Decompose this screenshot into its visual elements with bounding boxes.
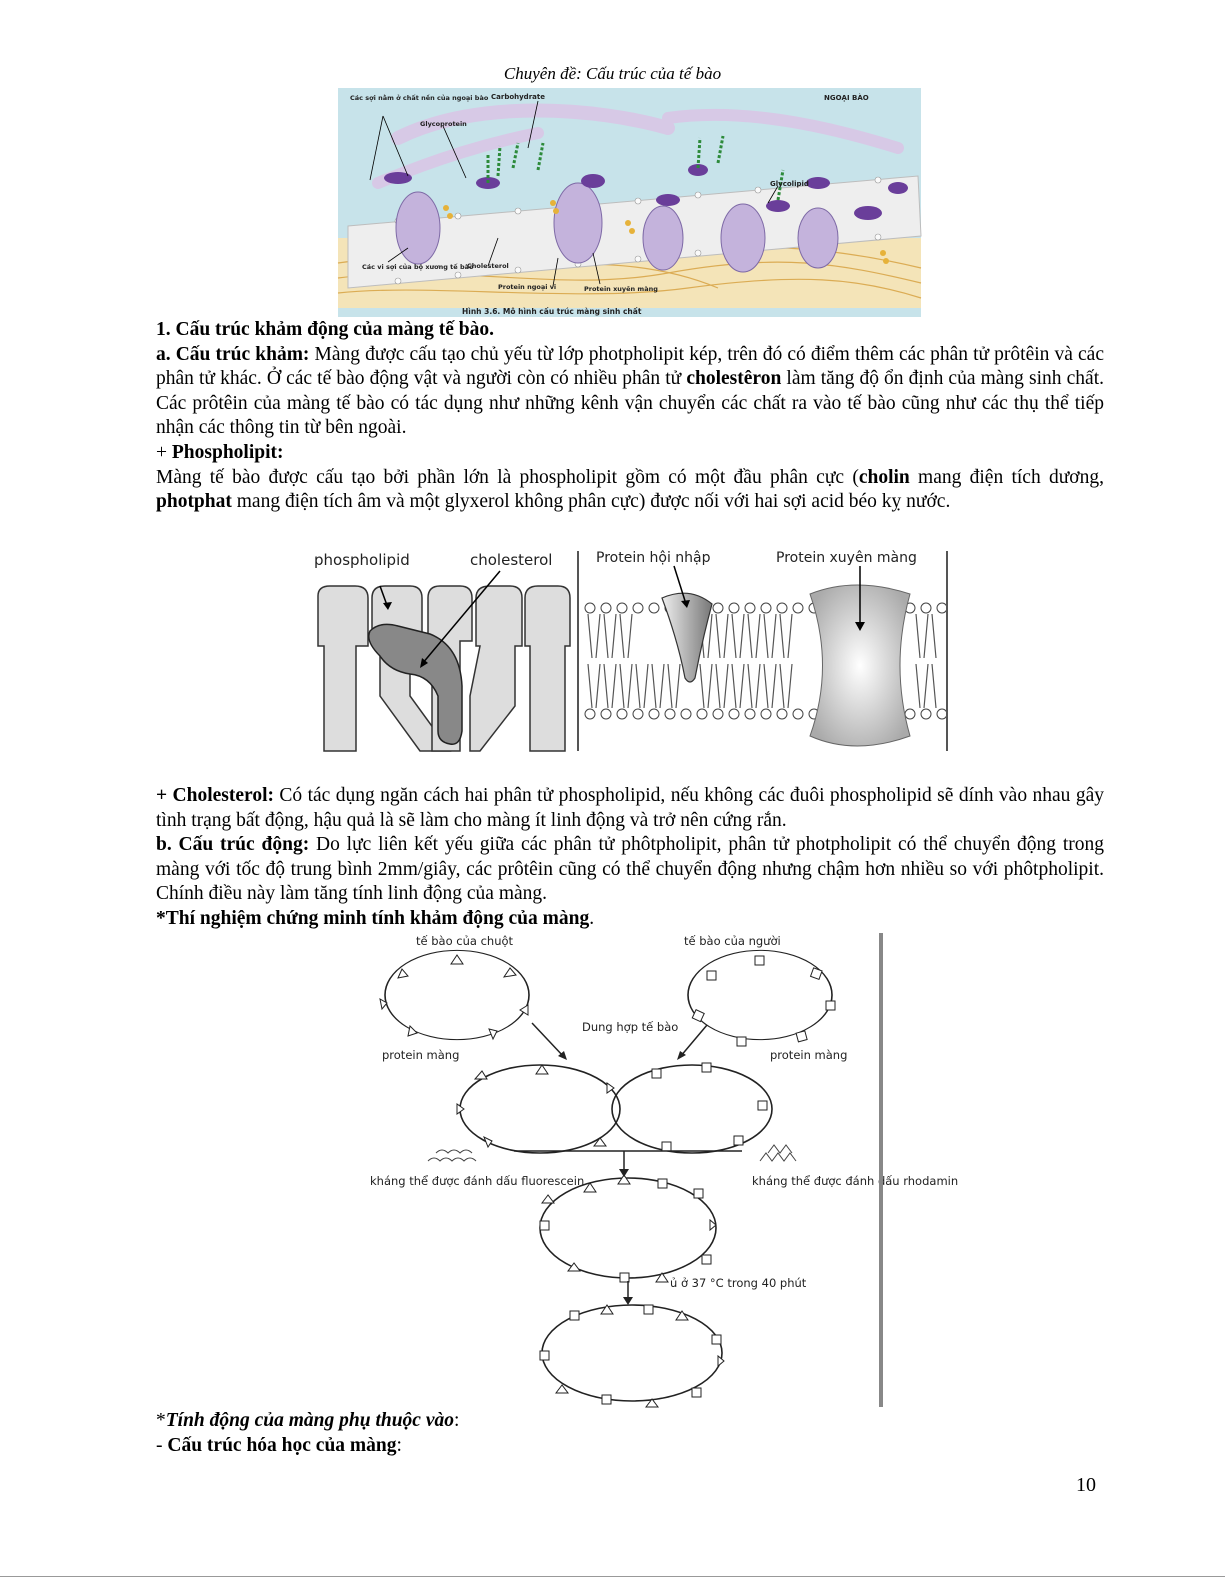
paragraph-fluid: [156, 833, 1104, 907]
fig1-caption: Hình 3.6. Mô hình cấu trúc màng sinh chất: [462, 307, 642, 316]
paragraph-phospholipid: [156, 466, 1104, 515]
phospho-label: Phospholipit:: [171, 441, 284, 463]
cell-fusion-illustration: [362, 933, 959, 1407]
phospho-text-3: mang điện tích âm và một glyxerol không phân cực) được nối với hai sợi acid béo kỵ nước.: [231, 491, 951, 513]
fig3-label-human-cell: tế bào của người: [684, 934, 781, 948]
fig1-label-fibers: Các sợi nằm ở chất nền của ngoại bào: [350, 94, 489, 102]
dependency-star: *: [156, 1410, 166, 1431]
dependency-tail: :: [453, 1410, 460, 1431]
section1-heading: 1. Cấu trúc khảm động của màng tế bào.: [156, 319, 495, 340]
paragraph-mosaic: [156, 343, 1104, 441]
fig2-label-cholesterol: cholesterol: [470, 551, 553, 569]
page-header: Chuyên đề: Cấu trúc của tế bào: [503, 64, 722, 83]
phospho-bold-cholin: cholin: [858, 466, 910, 488]
fig3-label-condition: ủ ở 37 °C trong 40 phút: [670, 1276, 807, 1290]
phospho-text-1: Màng tế bào được cấu tạo bởi phần lớn là phospholipit gồm có một đầu phân cực (: [156, 466, 859, 488]
fluid-text: Do lực liên kết yếu giữa các phân tử phôtpholipit, phân tử photpholipit có thể chuyển động trong màng với tốc độ trung bình 2mm/giây, các prôtêin cũng có thể chuyển động nhưng chậm hơn nhiều so với phôtpholipit. Chính điều này làm tăng tính linh động của màng.: [156, 834, 1104, 905]
fig3-label-antibody-right: kháng thể được đánh dấu rhodamin: [752, 1174, 959, 1188]
fig1-label-transmembrane-protein: Protein xuyên màng: [584, 285, 658, 293]
fig3-label-protein-left: protein màng: [382, 1048, 460, 1062]
paragraph-cholesterol: [156, 784, 1104, 833]
chol-label: + Cholesterol:: [156, 785, 274, 806]
chol-text: Có tác dụng ngăn cách hai phân tử phospholipid, nếu không các đuôi phospholipid sẽ dính vào nhau gây tình trạng bất động, hậu quả là sẽ làm cho màng ít linh động và trở nên cứng rắn.: [156, 785, 1104, 831]
fig1-label-peripheral-protein: Protein ngoại vi: [498, 283, 557, 291]
fig1-label-carbohydrate: Carbohydrate: [491, 93, 545, 101]
fig1-label-cholesterol: Cholesterol: [467, 262, 509, 270]
fig2-label-integrated-protein: Protein hội nhập: [596, 550, 711, 566]
fig2-label-transmembrane-protein: Protein xuyên màng: [776, 550, 917, 566]
bilayer-figure: [310, 546, 950, 756]
fig3-label-mouse-cell: tế bào của chuột: [416, 934, 514, 948]
mosaic-bold-cholesteron: cholestêron: [686, 368, 782, 390]
phospho-bold-photphat: photphat: [156, 491, 232, 513]
mosaic-label: a. Cấu trúc khảm:: [156, 343, 310, 365]
fig1-label-glycolipid: Glycolipid: [770, 180, 809, 188]
chem-prefix: -: [156, 1434, 168, 1456]
fig3-label-protein-right: protein màng: [770, 1048, 848, 1062]
cell-fusion-figure: [362, 933, 959, 1407]
mosaic-text-2: làm tăng độ ổn định của màng sinh chất. Các prôtêin của màng tế bào có tác dụng như những kênh vận chuyển các chất ra vào tế bào cũng như các thụ thể tiếp nhận các thông tin từ bên ngoài.: [156, 368, 1104, 439]
page-number: 10: [1076, 1474, 1096, 1496]
chem-tail: :: [396, 1434, 402, 1456]
fluid-label: b. Cấu trúc động:: [156, 834, 310, 856]
bottom-divider: [0, 1576, 1225, 1577]
fig1-label-extracellular: NGOẠI BÀO: [824, 94, 869, 102]
fig3-label-antibody-left: kháng thể được đánh dấu fluorescein: [370, 1174, 585, 1188]
membrane-model-illustration: [338, 88, 921, 317]
section2-block: [156, 784, 1104, 932]
bilayer-illustration: [310, 546, 950, 756]
fig3-label-fusion: Dung hợp tế bào: [582, 1020, 679, 1034]
fig1-label-cytoskeleton: Các vi sợi của bộ xương tế bào: [362, 263, 474, 271]
phospho-text-2: mang điện tích dương,: [909, 466, 1104, 488]
fig2-label-phospholipid: phospholipid: [314, 551, 410, 569]
mosaic-text-1: Màng được cấu tạo chủ yếu từ lớp photpholipit kép, trên đó có điểm thêm các phân tử prôtêin và các phân tử khác. Ở các tế bào động vật và người còn có nhiều phân tử: [156, 343, 1104, 390]
phospho-prefix: +: [156, 441, 172, 463]
fig1-label-glycoprotein: Glycoprotein: [420, 120, 467, 128]
experiment-heading: *Thí nghiệm chứng minh tính khảm động của màng: [156, 907, 590, 929]
chem-heading: Cấu trúc hóa học của màng: [167, 1434, 397, 1456]
experiment-heading-tail: .: [589, 907, 595, 929]
dependency-heading: Tính động của màng phụ thuộc vào: [165, 1410, 454, 1431]
section1-block: [156, 318, 1104, 515]
membrane-model-figure: [338, 88, 921, 317]
section3-block: [156, 1409, 1104, 1458]
